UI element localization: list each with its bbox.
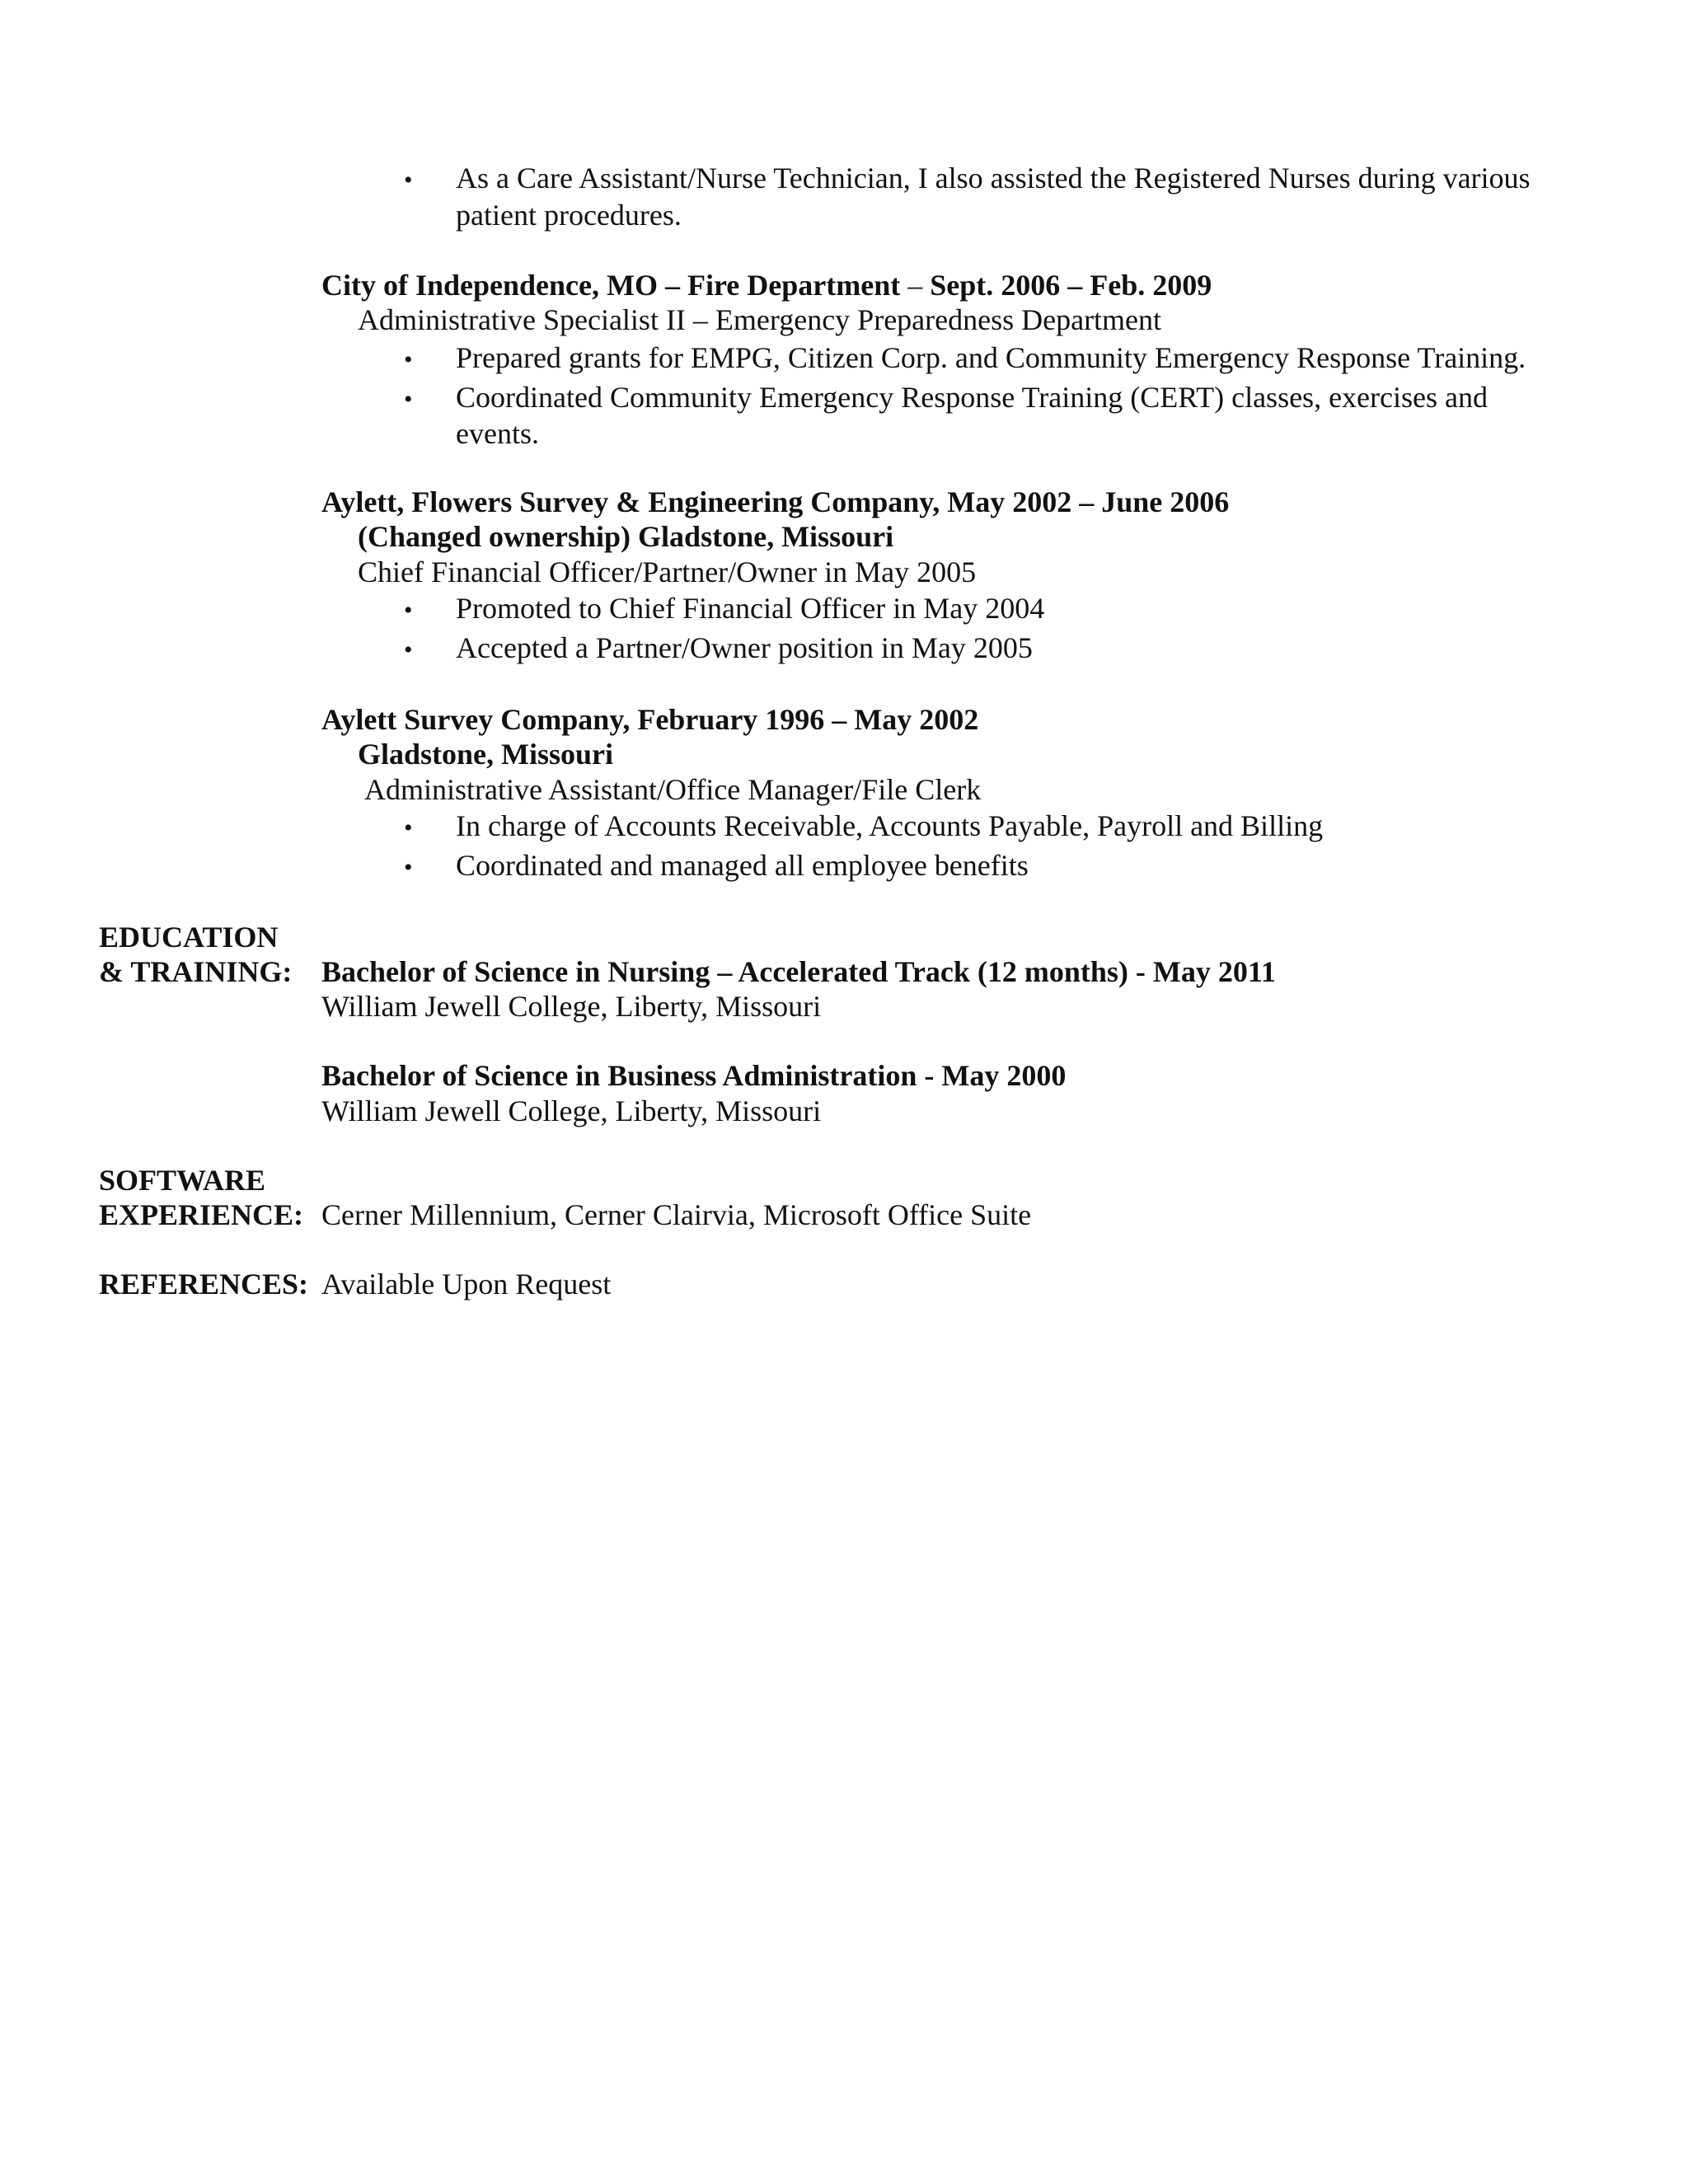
education-label-line1: EDUCATION [99, 921, 279, 954]
independence-role: Administrative Specialist II – Emergency Preparedness Department [358, 303, 1162, 336]
references-label: REFERENCES: [99, 1268, 309, 1301]
bullet-dot: • [404, 346, 413, 373]
care-assistant-bullet-line1: As a Care Assistant/Nurse Technician, I also assisted the Registered Nurses during various [456, 162, 1531, 194]
software-value: Cerner Millennium, Cerner Clairvia, Microsoft Office Suite [321, 1198, 1032, 1231]
software-label-line1: SOFTWARE [99, 1164, 266, 1197]
bullet-dot: • [404, 597, 413, 624]
aylett-survey-bullet2: Coordinated and managed all employee benefits [456, 849, 1029, 882]
bullet-dot: • [404, 854, 413, 881]
aylett-flowers-heading-line2: (Changed ownership) Gladstone, Missouri [358, 520, 894, 553]
independence-heading-sep: – [900, 269, 931, 302]
independence-bullet2-line1: Coordinated Community Emergency Response Training (CERT) classes, exercises and [456, 381, 1488, 414]
bullet-dot: • [404, 386, 413, 413]
aylett-survey-bullet1: In charge of Accounts Receivable, Accounts Payable, Payroll and Billing [456, 809, 1324, 842]
education-school1: William Jewell College, Liberty, Missouri [321, 990, 822, 1023]
independence-heading [321, 268, 1212, 302]
aylett-flowers-heading-line1: Aylett, Flowers Survey & Engineering Company, May 2002 – June 2006 [321, 485, 1230, 518]
aylett-survey-heading-line1: Aylett Survey Company, February 1996 – May 2002 [321, 703, 979, 736]
aylett-flowers-bullet1: Promoted to Chief Financial Officer in May 2004 [456, 592, 1045, 625]
education-degree2: Bachelor of Science in Business Administration - May 2000 [321, 1059, 1067, 1092]
independence-bullet1: Prepared grants for EMPG, Citizen Corp. and Community Emergency Response Training. [456, 341, 1526, 374]
software-label-line2: EXPERIENCE: [99, 1198, 304, 1231]
aylett-flowers-bullet2: Accepted a Partner/Owner position in May 2005 [456, 631, 1033, 664]
education-school2: William Jewell College, Liberty, Missouri [321, 1094, 822, 1127]
independence-bullet2-line2: events. [456, 417, 539, 450]
references-value: Available Upon Request [321, 1268, 612, 1301]
bullet-dot: • [404, 814, 413, 841]
education-degree1: Bachelor of Science in Nursing – Accelerated Track (12 months) - May 2011 [321, 955, 1276, 988]
bullet-dot: • [404, 166, 413, 194]
independence-heading-dates: Sept. 2006 – Feb. 2009 [930, 269, 1212, 302]
bullet-dot: • [404, 636, 413, 663]
aylett-survey-role: Administrative Assistant/Office Manager/File Clerk [364, 773, 982, 806]
education-label-line2: & TRAINING: [99, 955, 293, 988]
independence-heading-org: City of Independence, MO – Fire Department [321, 269, 901, 302]
aylett-flowers-role: Chief Financial Officer/Partner/Owner in May 2005 [358, 555, 977, 588]
aylett-survey-heading-line2: Gladstone, Missouri [358, 738, 614, 771]
care-assistant-bullet-line2: patient procedures. [456, 199, 682, 232]
